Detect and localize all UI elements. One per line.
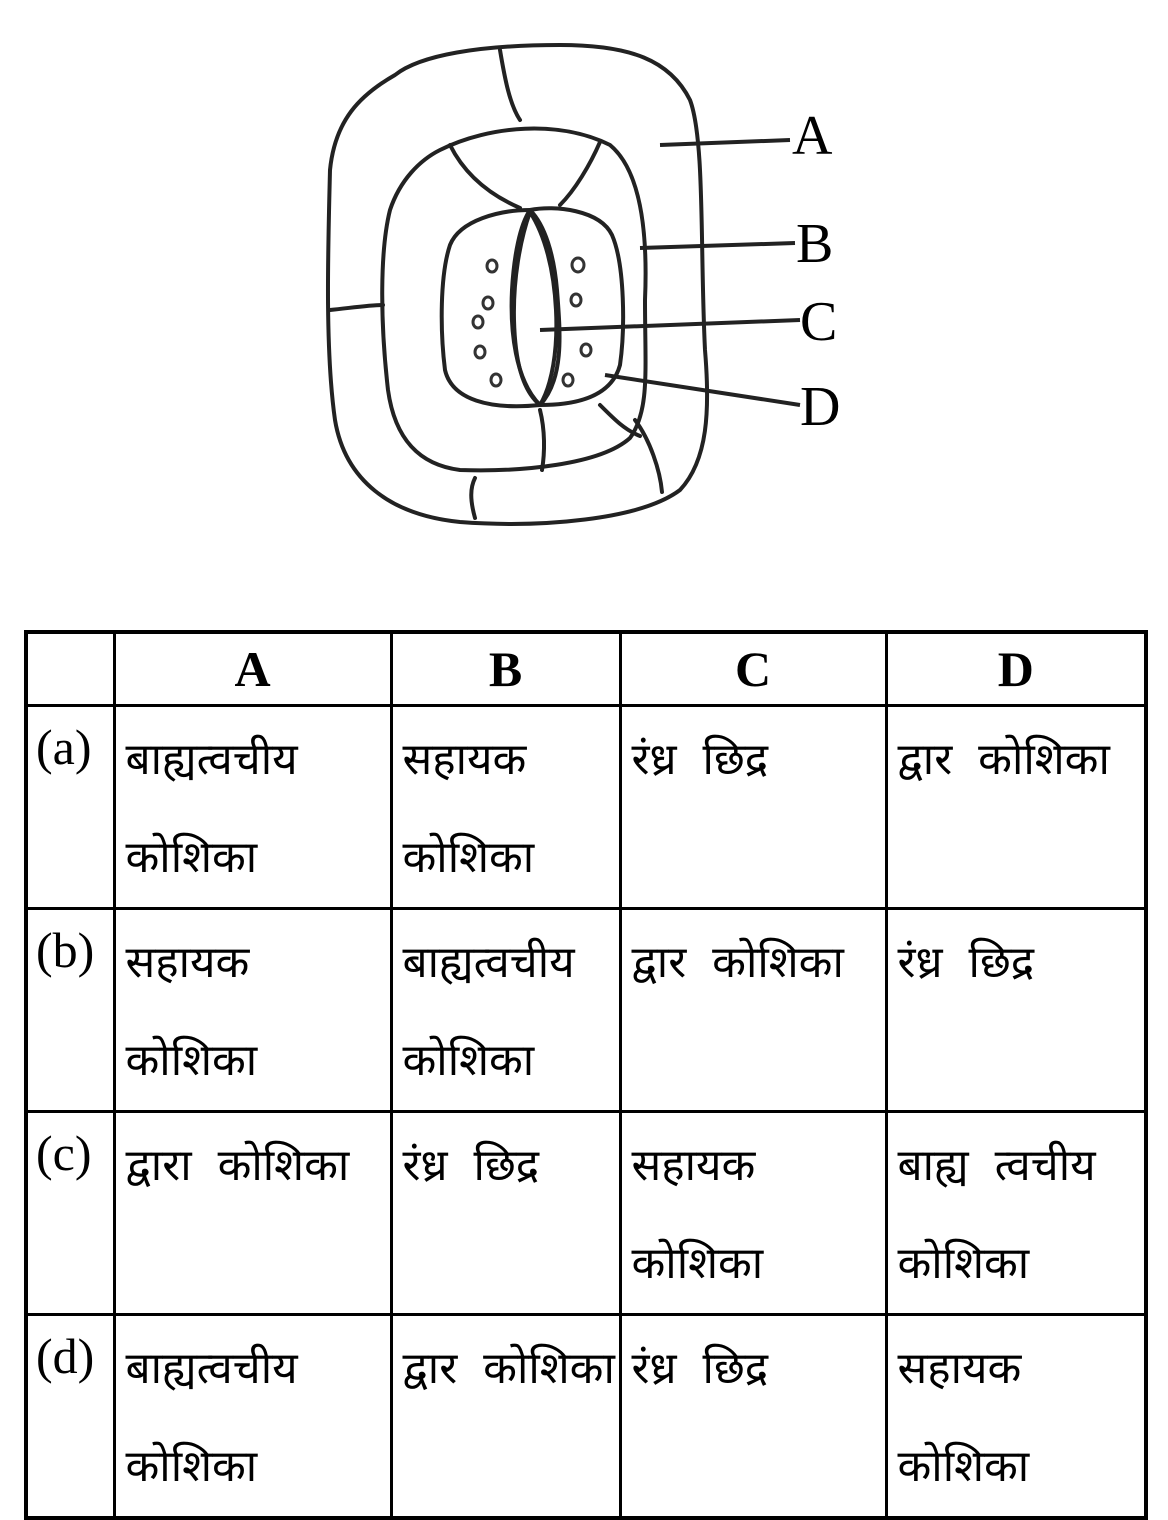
chloroplast (473, 316, 483, 328)
header-cell-d: D (886, 632, 1146, 706)
table-cell: रंध्र छिद्र (391, 1112, 620, 1315)
table-cell: द्वारा कोशिका (114, 1112, 391, 1315)
chloroplast (475, 346, 485, 358)
cell-wall (330, 305, 383, 310)
leader-line-a (660, 140, 790, 145)
stomata-diagram (300, 30, 880, 550)
table-cell: रंध्र छिद्र (620, 706, 886, 909)
options-table (24, 630, 1148, 1520)
label-d: D (800, 376, 841, 438)
table-cell: द्वार कोशिका (620, 909, 886, 1112)
table-cell: द्वार कोशिका (886, 706, 1146, 909)
table-cell: रंध्र छिद्र (620, 1315, 886, 1519)
chloroplast (491, 374, 501, 386)
cell-wall (560, 142, 600, 205)
option-label: (d) (26, 1315, 114, 1519)
chloroplast (571, 294, 581, 306)
leader-line-c (540, 320, 800, 330)
leader-line-d (605, 375, 800, 405)
header-cell-c: C (620, 632, 886, 706)
table-cell: सहायक कोशिका (114, 909, 391, 1112)
cell-wall (471, 478, 475, 518)
chloroplast (563, 374, 573, 386)
option-label: (c) (26, 1112, 114, 1315)
cell-wall (450, 145, 520, 208)
table-cell: बाह्य त्वचीय कोशिका (886, 1112, 1146, 1315)
chloroplast (572, 258, 584, 272)
table-cell: बाह्यत्वचीय कोशिका (391, 909, 620, 1112)
table-cell: द्वार कोशिका (391, 1315, 620, 1519)
table-row (26, 706, 1146, 909)
chloroplast (487, 260, 497, 272)
label-a: A (792, 105, 833, 167)
chloroplast (483, 297, 493, 309)
label-b: B (796, 213, 834, 275)
leader-line-b (640, 243, 795, 248)
table-row (26, 1315, 1146, 1519)
stomatal-pore (514, 212, 556, 405)
table-cell: सहायक कोशिका (886, 1315, 1146, 1519)
header-cell-a: A (114, 632, 391, 706)
table-cell: बाह्यत्वचीय कोशिका (114, 1315, 391, 1519)
header-cell (26, 632, 114, 706)
table-cell: सहायक कोशिका (391, 706, 620, 909)
cell-wall (635, 420, 662, 492)
header-cell-b: B (391, 632, 620, 706)
option-label: (b) (26, 909, 114, 1112)
table-cell: सहायक कोशिका (620, 1112, 886, 1315)
table-row (26, 1112, 1146, 1315)
table-header-row (26, 632, 1146, 706)
cell-wall (500, 50, 520, 120)
option-label: (a) (26, 706, 114, 909)
cell-wall (540, 410, 544, 470)
table-cell: बाह्यत्वचीय कोशिका (114, 706, 391, 909)
label-c: C (800, 291, 838, 353)
table-cell: रंध्र छिद्र (886, 909, 1146, 1112)
table-row (26, 909, 1146, 1112)
chloroplast (581, 344, 591, 356)
